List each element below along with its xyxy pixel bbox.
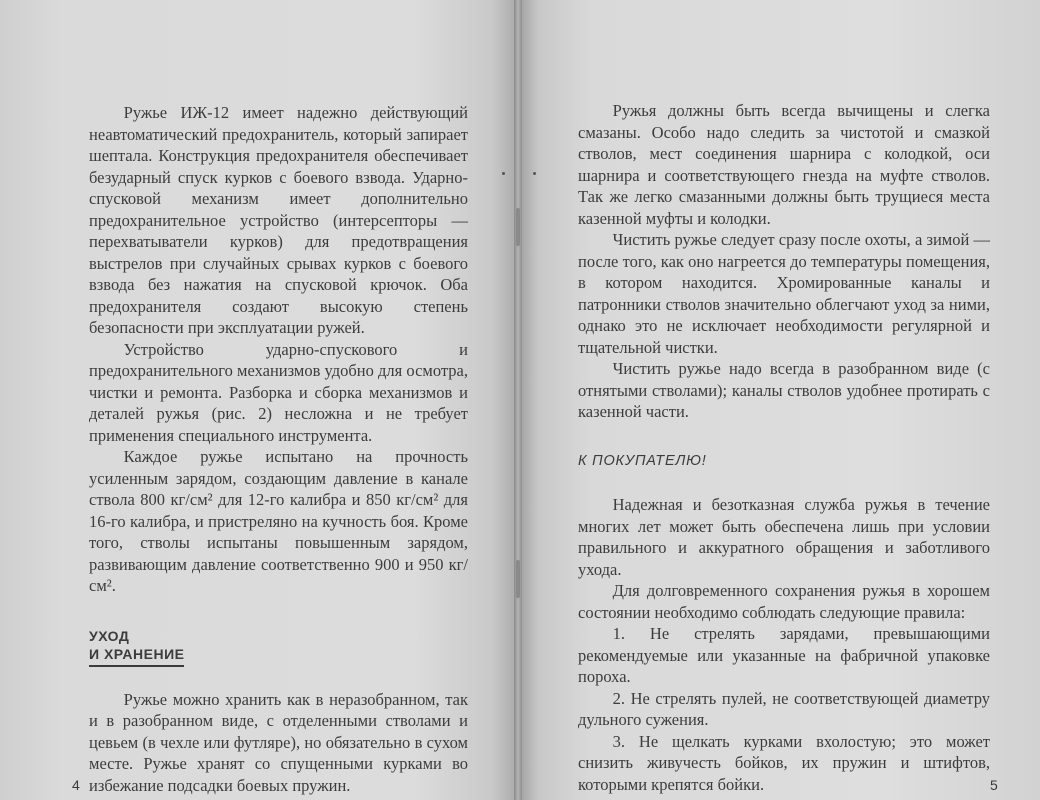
heading-line-1: УХОД [89,627,130,644]
paragraph-cleaning-3: Чистить ружье надо всегда в разобранном виде (с отнятыми стволами); каналы стволов удобнее протирать с казенной части. [578,359,990,421]
paragraph-buyer-2: Для долговременного сохранения ружья в хорошем состоянии необходимо соблюдать следующие правила: [578,581,990,622]
right-page [518,0,1040,800]
page-number-left: 4 [72,777,80,793]
paragraph-storage: Ружье можно хранить как в неразобранном, так и в разобранном виде, с отделенными стволами и цевьем (в чехле или футляре), но обязательно в сухом месте. Ружье хранят со спущенными курками во избежание подсадки боевых пружин. [89,689,468,795]
left-page-text [89,102,468,796]
speck [533,172,536,175]
page-number-right: 5 [990,777,998,793]
section-heading-care [89,627,468,667]
paragraph-mechanism: Устройство ударно-спускового и предохранительного механизмов удобно для осмотра, чистки и ремонта. Разборка и сборка механизмов и деталей ружья (рис. 2) несложна и не требует применения специального инструмента. [89,339,468,445]
paragraph-cleaning-1: Ружья должны быть всегда вычищены и слегка смазаны. Особо надо следить за чистотой и смазкой стволов, мест соединения шарнира с колодкой, оси шарнира и соответствующего гнезда на муфте стволов. Так же легко смазанными должны быть трущиеся места казенной муфты и колодки. [578,101,990,228]
speck [502,172,505,175]
staple-bottom [516,560,520,598]
heading-line-2: И ХРАНЕНИЕ [89,645,184,667]
left-page [0,0,518,800]
right-page-text [578,100,990,795]
rule-2: 2. Не стрелять пулей, не соответствующей диаметру дульного сужения. [578,688,990,729]
paragraph-safety: Ружье ИЖ-12 имеет надежно действующий неавтоматический предохранитель, который запирает шептала. Конструкция предохранителя обеспечивает безударный спуск курков с боевого взвода. Ударно-спусковой механизм имеет дополнительно предохранительное устройство (интерсепторы — перехватыватели курков) для предотвращения выстрелов при случайных срывах курков с боевого взвода без нажатия на спусковой крючок. Оба предохранителя создают высокую степень безопасности при эксплуатации ружей. [89,103,468,337]
rule-1: 1. Не стрелять зарядами, превышающими рекомендуемые или указанные на фабричной упаковке пороха. [578,624,990,686]
paragraph-cleaning-2: Чистить ружье следует сразу после охоты, а зимой — после того, как оно нагреется до температуры помещения, в котором находится. Хромированные каналы и патронники стволов значительно облегчают уход за ними, однако это не исключает необходимости регулярной и тщательной чистки. [578,230,990,357]
paragraph-buyer-1: Надежная и безотказная служба ружья в течение многих лет может быть обеспечена лишь при условии правильного и аккуратного обращения и заботливого ухода. [578,495,990,579]
rule-3: 3. Не щелкать курками вхолостую; это может снизить живучесть бойков, их пружин и штифтов, которыми крепятся бойки. [578,731,990,794]
section-heading-buyer: К ПОКУПАТЕЛЮ! [578,452,707,469]
paragraph-testing: Каждое ружье испытано на прочность усиленным зарядом, создающим давление в канале ствола 800 кг/см² для 12-го калибра и 850 кг/см² для 16-го калибра, и пристреляно на кучность боя. Кроме того, стволы испытаны повышенным зарядом, развивающим давление соответственно 900 и 950 кг/см². [89,447,468,595]
binding-gutter [514,0,522,800]
staple-top [516,208,520,246]
